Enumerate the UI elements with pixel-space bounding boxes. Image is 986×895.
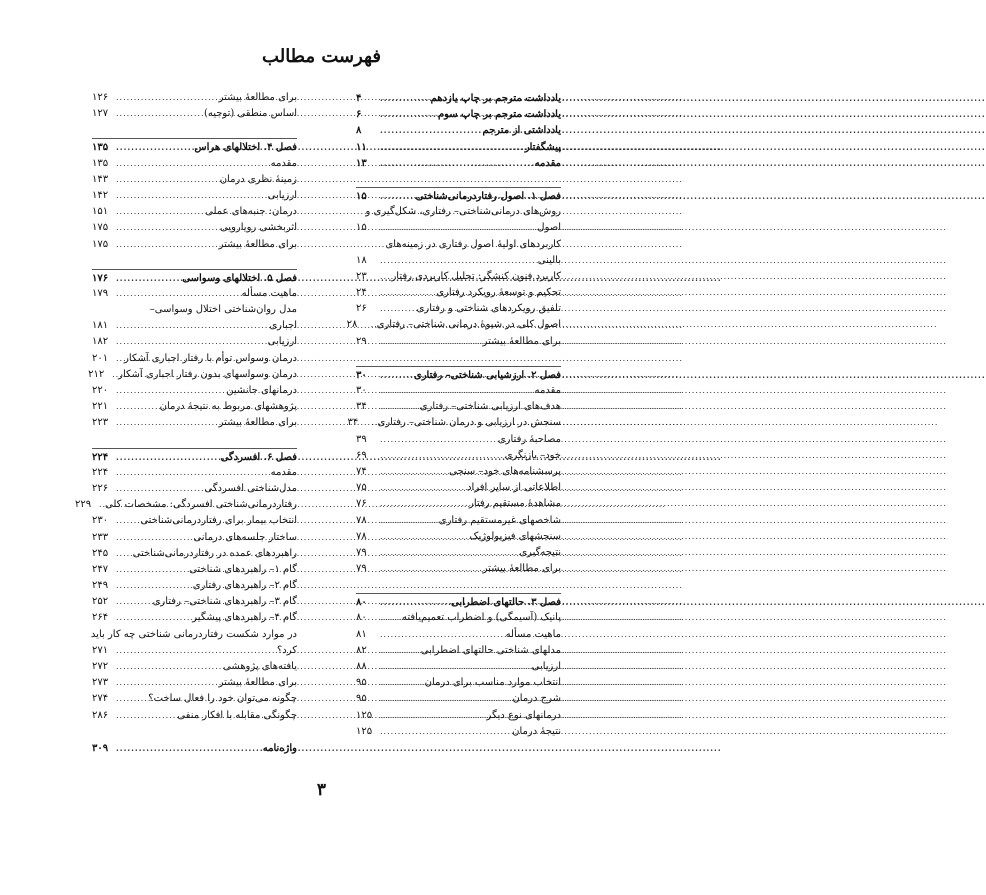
toc-entry-page: ۳۴	[347, 417, 359, 429]
dot-leader	[114, 562, 189, 578]
toc-entry	[92, 172, 297, 188]
toc-entry-title: کاربرد فنون کنشگر: تحلیل کاربردی رفتار	[391, 270, 561, 282]
dot-leader	[114, 610, 192, 626]
page-title: فهرست مطالب	[262, 46, 381, 67]
dot-leader	[114, 220, 220, 236]
toc-entry	[92, 740, 297, 756]
toc-entry-page: ۱۷۵	[92, 222, 109, 234]
toc-entry-title: مدل‌شناختی افسردگی	[204, 482, 297, 494]
toc-entry-page: ۲۲۴	[92, 466, 109, 478]
toc-entry-page: ۷۶	[356, 498, 367, 510]
toc-entry-title: مقدمه	[270, 157, 297, 169]
toc-entry-page: ۲۲۳	[92, 417, 109, 429]
toc-entry-page: ۸	[356, 125, 362, 137]
toc-entry-title: درمان: جنبه‌های عملی	[205, 206, 297, 218]
toc-entry-title: کرد؟	[276, 644, 297, 656]
toc-entry-page: ۶	[356, 109, 362, 121]
dot-leader	[114, 90, 219, 106]
toc-entry-page: ۲۸	[346, 319, 358, 331]
toc-entry-page: ۸۰	[356, 612, 367, 624]
toc-entry-title: برای مطالعهٔ بیشتر	[482, 563, 561, 575]
toc-entry	[356, 627, 561, 643]
toc-entry-title: در موارد شکست رفتاردرمانی شناختی چه کار باید	[90, 628, 297, 640]
toc-entry-title: پانیک (آسیمگی) و اضطراب تعمیم‌یافته	[402, 612, 561, 624]
toc-entry-page: ۲۴۵	[92, 547, 109, 559]
toc-entry	[92, 334, 297, 350]
toc-entry-title: هدف‌های ارزیابی شناختی– رفتاری	[419, 401, 561, 413]
toc-entry-title: مدل روان‌شناختی اختلال وسواسی–	[149, 304, 297, 316]
toc-entry-title: چگونه می‌توان خود را فعال ساخت؟	[148, 693, 297, 705]
toc-entry	[92, 399, 297, 415]
dot-leader	[378, 301, 417, 317]
toc-entry	[92, 90, 297, 106]
dot-leader	[114, 643, 277, 659]
toc-entry-page: ۷۵	[356, 482, 367, 494]
dot-leader	[114, 415, 219, 431]
toc-entry-title: نتیجه‌گیری	[519, 546, 561, 558]
toc-entry-page: ۸۸	[356, 661, 367, 672]
toc-entry-title: ارزیابی	[267, 336, 297, 348]
toc-entry-title: انتخاب موارد مناسب برای درمان	[424, 677, 561, 689]
dot-leader	[97, 497, 105, 513]
toc-entry-title: یادداشت مترجم بر چاپ سوم	[437, 109, 561, 121]
toc-entry-page: ۲۰۱	[92, 352, 109, 364]
toc-entry-title: شرح درمان	[512, 693, 561, 705]
toc-entry-page: ۱۷۵	[92, 238, 109, 250]
toc-entry-title: ماهیت مسأله	[505, 628, 561, 640]
toc-entry-page: ۱۲۵	[356, 709, 373, 721]
toc-entry-page: ۱۸	[356, 254, 367, 266]
toc-entry-title: روش‌های درمانی‌شناختی– رفتاری، شکل‌گیری و	[365, 206, 561, 218]
toc-entry-title: اساس منطقی (توجیه)	[203, 108, 297, 120]
toc-entry-page: ۱۵۱	[92, 206, 109, 218]
toc-entry	[92, 562, 297, 578]
dot-leader	[114, 318, 269, 334]
toc-group-index	[92, 740, 297, 756]
toc-entry	[92, 465, 297, 481]
toc-entry-page: ۲۳	[356, 270, 367, 282]
toc-left-column	[74, 90, 297, 756]
toc-entry-page: ۲۴۷	[92, 563, 109, 575]
toc-entry	[92, 627, 297, 643]
dot-leader	[114, 465, 271, 481]
toc-entry-page: ۱۳۵	[92, 157, 109, 169]
toc-entry-page: ۲۹	[356, 335, 367, 347]
chapter-heading	[92, 269, 297, 286]
toc-entry-title: پیشگفتار	[524, 141, 561, 153]
toc-entry-page: ۲۲۱	[92, 401, 109, 413]
toc-entry-page: ۲۲۰	[92, 385, 109, 396]
toc-entry-page: ۲۲۹	[74, 499, 92, 511]
toc-entry-page: ۷۹	[356, 563, 367, 575]
toc-entry-page: ۸۲	[356, 644, 367, 656]
toc-entry-page: ۲۷۳	[92, 677, 109, 689]
toc-entry-title: مقدمه	[534, 385, 561, 396]
toc-entry	[92, 513, 297, 529]
toc-entry-page: ۷۴	[356, 465, 367, 477]
toc-entry-title: نتیجهٔ درمان	[512, 725, 561, 737]
toc-entry	[92, 383, 297, 399]
toc-entry-page: ۱۵	[356, 190, 367, 202]
toc-entry-title: گام ۳– راهبردهای شناختی– رفتاری	[152, 596, 297, 608]
dot-leader	[110, 367, 118, 383]
dot-leader	[114, 351, 124, 367]
toc-entry-title: راهبردهای عمده در رفتاردرمانی‌شناختی	[132, 547, 297, 559]
dot-leader	[114, 106, 204, 122]
toc-entry-title: درمانهای نوع دیگر	[486, 709, 561, 721]
toc-entry-title: فصل ۴. اختلالهای هراس	[194, 142, 297, 154]
dot-leader	[378, 432, 498, 448]
toc-entry-title: رفتاردرمانی‌شناختی افسردگی: مشخصات کلی	[104, 499, 297, 511]
toc-entry-title: واژه‌نامه	[262, 742, 297, 754]
dot-leader	[114, 449, 221, 465]
toc-right-column	[346, 90, 561, 740]
dot-leader	[114, 286, 242, 302]
dot-leader	[114, 334, 268, 350]
toc-entry-page: ۲۷۱	[92, 644, 109, 656]
toc-entry-page: ۱۴۳	[92, 173, 109, 185]
toc-entry	[92, 675, 297, 691]
toc-entry-page: ۲۸۶	[92, 709, 109, 721]
toc-entry-title: اطلاعاتی از سایر افراد	[466, 482, 561, 494]
dot-leader	[114, 172, 220, 188]
toc-entry	[356, 122, 561, 138]
toc-entry-page: ۲۵۲	[92, 596, 109, 608]
toc-entry-page: ۱۸۲	[92, 336, 109, 348]
toc-entry-title: مشاهدهٔ مستقیم رفتار	[469, 498, 561, 510]
toc-entry-title: درمان وسواس توأم با رفتار اجباری آشکار	[124, 352, 297, 364]
dot-leader	[378, 253, 538, 269]
toc-entry-page: ۱۳۵	[92, 142, 109, 154]
toc-entry-page: ۱۸۱	[92, 320, 109, 332]
toc-entry-title: فصل ۶. افسردگی	[220, 451, 297, 463]
dot-leader	[114, 675, 219, 691]
page-number: ۳	[316, 780, 327, 800]
dot-leader	[378, 122, 482, 138]
toc-entry-title: پژوهشهای مربوط به نتیجهٔ درمان	[159, 401, 297, 413]
toc-entry-title: یافته‌های پژوهشی	[223, 661, 297, 672]
toc-entry-title: تلفیق رویکردهای شناختی و رفتاری	[416, 303, 561, 315]
toc-entry	[92, 546, 297, 562]
toc-group-chapter-4	[92, 138, 297, 252]
toc-entry-page: ۷۹	[356, 546, 367, 558]
dot-leader	[114, 481, 204, 497]
dot-leader	[114, 139, 194, 155]
toc-entry	[92, 220, 297, 236]
chapter-heading	[92, 448, 297, 465]
toc-entry-title: گام ۲– راهبردهای رفتاری	[192, 580, 297, 592]
toc-entry	[92, 530, 297, 546]
toc-entry	[92, 481, 297, 497]
toc-entry-title: برای مطالعهٔ بیشتر	[218, 677, 297, 689]
toc-entry-title: بالینی	[537, 254, 561, 266]
toc-entry	[92, 286, 297, 302]
toc-entry-title: گام ۱– راهبردهای شناختی	[189, 563, 297, 575]
toc-entry-page: ۲۳۳	[92, 531, 109, 543]
toc-entry	[356, 301, 561, 317]
toc-entry-title: ساختار جلسه‌های درمانی	[193, 531, 297, 543]
dot-leader	[114, 188, 268, 204]
toc-entry	[92, 659, 297, 675]
toc-entry-page: ۱۳	[356, 157, 367, 169]
toc-entry	[92, 351, 297, 367]
toc-entry-page: ۷۸	[356, 530, 367, 542]
dot-leader	[114, 708, 177, 724]
toc-entry-page: ۲۳۰	[92, 515, 109, 527]
toc-entry-title: سنجشهای فیزیولوژیک	[469, 530, 561, 542]
toc-entry	[92, 188, 297, 204]
toc-entry-title: برای مطالعهٔ بیشتر	[482, 335, 561, 347]
dot-leader	[114, 399, 160, 415]
toc-entry	[88, 367, 297, 383]
toc-group-chapter-5	[88, 269, 297, 432]
toc-entry-page: ۹۵	[356, 677, 367, 689]
toc-entry	[356, 253, 561, 269]
toc-entry-title: فصل ۱. اصول رفتاردرمانی‌شناختی	[415, 190, 561, 202]
toc-entry-title: فصل ۵. اختلالهای وسواسی	[182, 272, 297, 284]
toc-entry	[92, 415, 297, 431]
toc-entry-title: تحکیم و توسعهٔ رویکرد رفتاری	[436, 287, 561, 299]
toc-entry-title: مقدمه	[270, 466, 297, 478]
toc-entry-title: ماهیت مسأله	[241, 287, 297, 299]
toc-entry-page: ۱۷۹	[92, 287, 109, 299]
toc-entry	[92, 594, 297, 610]
toc-entry-page: ۱۵	[356, 222, 367, 234]
toc-entry-title: چگونگی مقابله با افکار منفی	[177, 709, 297, 721]
toc-entry-title: پرسشنامه‌های خود– سنجی	[449, 465, 561, 477]
toc-entry-title: کاربردهای اولیهٔ اصول رفتاری در زمینه‌های	[385, 238, 561, 250]
dot-leader	[114, 204, 205, 220]
toc-entry	[92, 610, 297, 626]
toc-entry-title: یادداشتی از مترجم	[482, 125, 561, 137]
toc-entry	[92, 204, 297, 220]
dot-leader	[114, 546, 133, 562]
toc-entry-title: برای مطالعهٔ بیشتر	[218, 238, 297, 250]
dot-leader	[114, 578, 193, 594]
toc-entry-title: مصاحبهٔ رفتاری	[497, 433, 561, 445]
toc-entry-title: فصل ۳. حالتهای اضطرابی	[451, 597, 561, 609]
toc-entry	[92, 318, 297, 334]
toc-entry-page: ۲۷۲	[92, 661, 109, 672]
dot-leader	[114, 691, 148, 707]
toc-entry-page: ۲۶	[356, 303, 367, 315]
toc-entry-page: ۶۹	[356, 449, 367, 461]
toc-entry	[92, 578, 297, 594]
toc-entry	[356, 724, 561, 740]
toc-entry-page: ۱۲۶	[92, 92, 109, 103]
toc-entry	[92, 106, 297, 122]
dot-leader	[378, 627, 506, 643]
dot-leader	[114, 383, 226, 399]
toc-entry-title: درمان وسواسهای بدون رفتار اجباری آشکار	[118, 368, 297, 380]
toc-entry-title: انتخاب بیمار برای رفتاردرمانی‌شناختی	[140, 515, 297, 527]
toc-entry-page: ۱۲۵	[356, 725, 373, 737]
toc-entry-title: شاخصهای غیرمستقیم رفتاری	[438, 514, 561, 526]
dot-leader	[114, 237, 219, 253]
toc-entry-page: ۳۰	[356, 369, 367, 381]
dot-leader	[114, 270, 182, 286]
toc-entry-page: ۲۴	[356, 287, 367, 299]
toc-entry-title: اثربخشی رویارویی	[219, 222, 297, 234]
toc-entry-page: ۱۷۶	[92, 272, 109, 284]
toc-entry-page: ۱۲۷	[92, 108, 109, 120]
dot-leader	[114, 659, 223, 675]
toc-entry-page: ۲۶۴	[92, 612, 109, 624]
toc-entry-page: ۴	[356, 93, 362, 104]
dot-leader	[114, 594, 153, 610]
toc-entry-page: ۸۰	[356, 597, 367, 609]
toc-entry	[92, 302, 297, 318]
toc-group-chapter-6	[74, 448, 297, 724]
toc-entry-page: ۳۴	[356, 401, 367, 413]
dot-leader	[114, 530, 193, 546]
toc-entry-page: ۳۰	[356, 385, 367, 396]
toc-entry-title: اجباری	[269, 320, 297, 332]
toc-entry-page: ۲۲۴	[92, 451, 109, 463]
toc-entry-page: ۸۱	[356, 628, 367, 640]
toc-entry	[74, 497, 297, 513]
toc-entry-title: مدلهای شناختی حالتهای اضطرابی	[420, 644, 561, 656]
toc-entry-title: برای مطالعهٔ بیشتر	[218, 92, 297, 103]
toc-entry	[92, 708, 297, 724]
dot-leader	[114, 156, 271, 172]
toc-entry-title: اصول کلی در شیوهٔ درمانی شناختی– رفتاری	[376, 319, 561, 331]
toc-entry-page: ۱۱	[356, 141, 367, 153]
toc-entry-title: فصل ۲. ارزشیابی شناختی– رفتاری	[413, 369, 561, 381]
toc-entry-title: خود– بازنگری	[504, 449, 561, 461]
toc-entry-title: درمانهای جانشین	[226, 385, 297, 396]
toc-entry-page: ۳۹	[356, 433, 367, 445]
toc-entry-title: زمینهٔ نظری درمان	[219, 173, 297, 185]
dot-leader	[378, 724, 512, 740]
dot-leader	[114, 740, 263, 756]
toc-entry-page: ۷۸	[356, 514, 367, 526]
toc-entry-title: یادداشت مترجم بر چاپ یازدهم	[430, 93, 561, 104]
toc-entry	[356, 432, 561, 448]
toc-entry-page: ۱۴۲	[92, 189, 109, 201]
toc-entry-page: ۲۲۶	[92, 482, 109, 494]
toc-entry-page: ۹۵	[356, 693, 367, 705]
toc-entry-title: ارزیابی	[531, 661, 561, 672]
toc-entry	[92, 156, 297, 172]
chapter-heading	[92, 138, 297, 155]
toc-entry	[92, 691, 297, 707]
toc-entry-title: برای مطالعهٔ بیشتر	[218, 417, 297, 429]
toc-entry-page: ۲۴۹	[92, 580, 109, 592]
toc-entry-title: اصول	[537, 222, 561, 234]
dot-leader	[114, 513, 140, 529]
toc-entry-page: ۲۱۲	[88, 368, 105, 380]
toc-entry-page: ۲۷۴	[92, 693, 109, 705]
toc-entry	[92, 643, 297, 659]
toc-group-continued	[92, 90, 297, 122]
toc-entry-page: ۳۰۹	[92, 742, 109, 754]
toc-entry-title: سنجش در ارزیابی و درمان شناختی– رفتاری	[377, 417, 561, 429]
toc-entry-title: ارزیابی	[267, 189, 297, 201]
toc-entry-title: مقدمه	[534, 157, 561, 169]
toc-entry	[92, 237, 297, 253]
toc-entry-title: گام ۴– راهبردهای پیشگیر	[192, 612, 297, 624]
